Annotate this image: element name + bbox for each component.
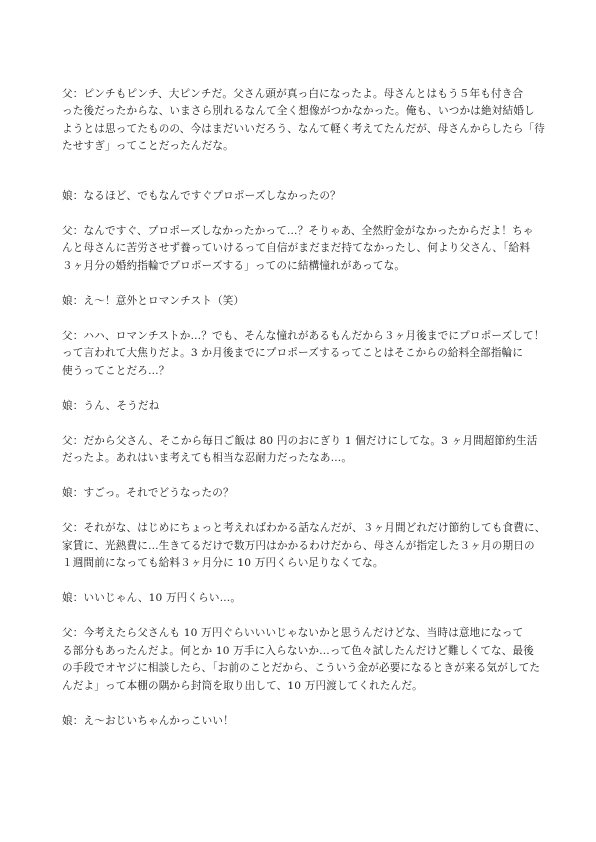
- dialogue-paragraph: [62, 293, 544, 311]
- text-line: 娘：うん、そうだね: [62, 399, 160, 412]
- dialogue-paragraph: [62, 520, 544, 573]
- text-line: 父：ピンチもピンチ、大ピンチだ。父さん頭が真っ白になったよ。母さんとはもう５年も付き合: [62, 87, 524, 100]
- text-line: 父：だから父さん、そこから毎日ご飯は 80 円のおにぎり 1 個だけにしてな。3 ヶ月間超節約生活: [62, 434, 538, 447]
- text-line: 娘：いいじゃん、10 万円くらい…。: [62, 592, 242, 604]
- dialogue-paragraph: [62, 188, 544, 206]
- dialogue-paragraph: [62, 713, 544, 731]
- dialogue-paragraph: [62, 625, 544, 695]
- text-line: だったよ。あれはいま考えても相当な忍耐力だったなあ…。: [62, 452, 353, 464]
- text-line: って言われて大焦りだよ。3 か月後までにプロポーズするってことはそこからの給料全部指輪に: [62, 347, 524, 359]
- dialogue-paragraph: [62, 433, 544, 468]
- dialogue-paragraph: [62, 86, 544, 156]
- text-line: 父：今考えたら父さんも 10 万円ぐらいいいじゃないかと思うんだけどな、当時は意地になって: [62, 627, 524, 639]
- text-line: 家賃に、光熱費に…生きてるだけで数万円はかかるわけだから、母さんが指定した３ヶ月の期日の: [62, 539, 535, 552]
- text-line: 娘：え～！意外とロマンチスト（笑）: [62, 294, 245, 307]
- text-line: んと母さんに苦労させず養っていけるって自信がまだまだ持てなかったし、何より父さん、「給料: [62, 242, 531, 254]
- text-line: 父：なんですぐ、プロポーズしなかったかって…？そりゃあ、全然貯金がなかったからだよ！ちゃ: [62, 224, 534, 237]
- text-line: 父：ハハ、ロマンチストか…？でも、そんな憧れがあるもんだから３ヶ月後までにプロポーズして！: [62, 329, 545, 342]
- text-line: たせすぎ」ってことだったんだな。: [62, 140, 234, 152]
- text-line: 娘：え～おじいちゃんかっこいい！: [62, 714, 234, 727]
- dialogue-paragraph: [62, 485, 544, 503]
- text-line: んだよ」って本棚の隅から封筒を取り出して、10 万円渡してくれたんだ。: [62, 679, 423, 692]
- dialogue-paragraph: [62, 328, 544, 381]
- text-line: ３ヶ月分の婚約指輪でプロポーズする」ってのに結構憧れがあってな。: [62, 259, 406, 272]
- text-line: 娘：なるほど、でもなんですぐプロポーズしなかったの？: [62, 189, 341, 202]
- dialogue-paragraph: [62, 398, 544, 416]
- text-line: の手段でオヤジに相談したら、「お前のことだから、こういう金が必要になるときが来る気がしてた: [62, 662, 541, 674]
- text-line: 娘：すごっ。それでどうなったの？: [62, 487, 234, 499]
- text-line: ようとは思ってたものの、今はまだいいだろう、なんて軽く考えてたんだが、母さんからしたら「待: [62, 122, 546, 135]
- text-line: １週間前になっても給料３ヶ月分に 10 万円くらい足りなくてな。: [62, 557, 384, 569]
- dialogue-body: [62, 68, 544, 730]
- text-line: った後だったからな、いまさら別れるなんて全く想像がつかなかった。俺も、いつかは絶対結婚し: [62, 105, 535, 117]
- dialogue-paragraph: [62, 590, 544, 608]
- text-line: 使うってことだろ…？: [62, 364, 170, 377]
- text-line: る部分もあったんだよ。何とか 10 万手に入らないか…って色々試したんだけど難しくてな、最後: [62, 644, 534, 657]
- dialogue-paragraph: [62, 223, 544, 276]
- text-line: 父：それがな、はじめにちょっと考えればわかる話なんだが、３ヶ月間どれだけ節約しても食費に、: [62, 522, 546, 534]
